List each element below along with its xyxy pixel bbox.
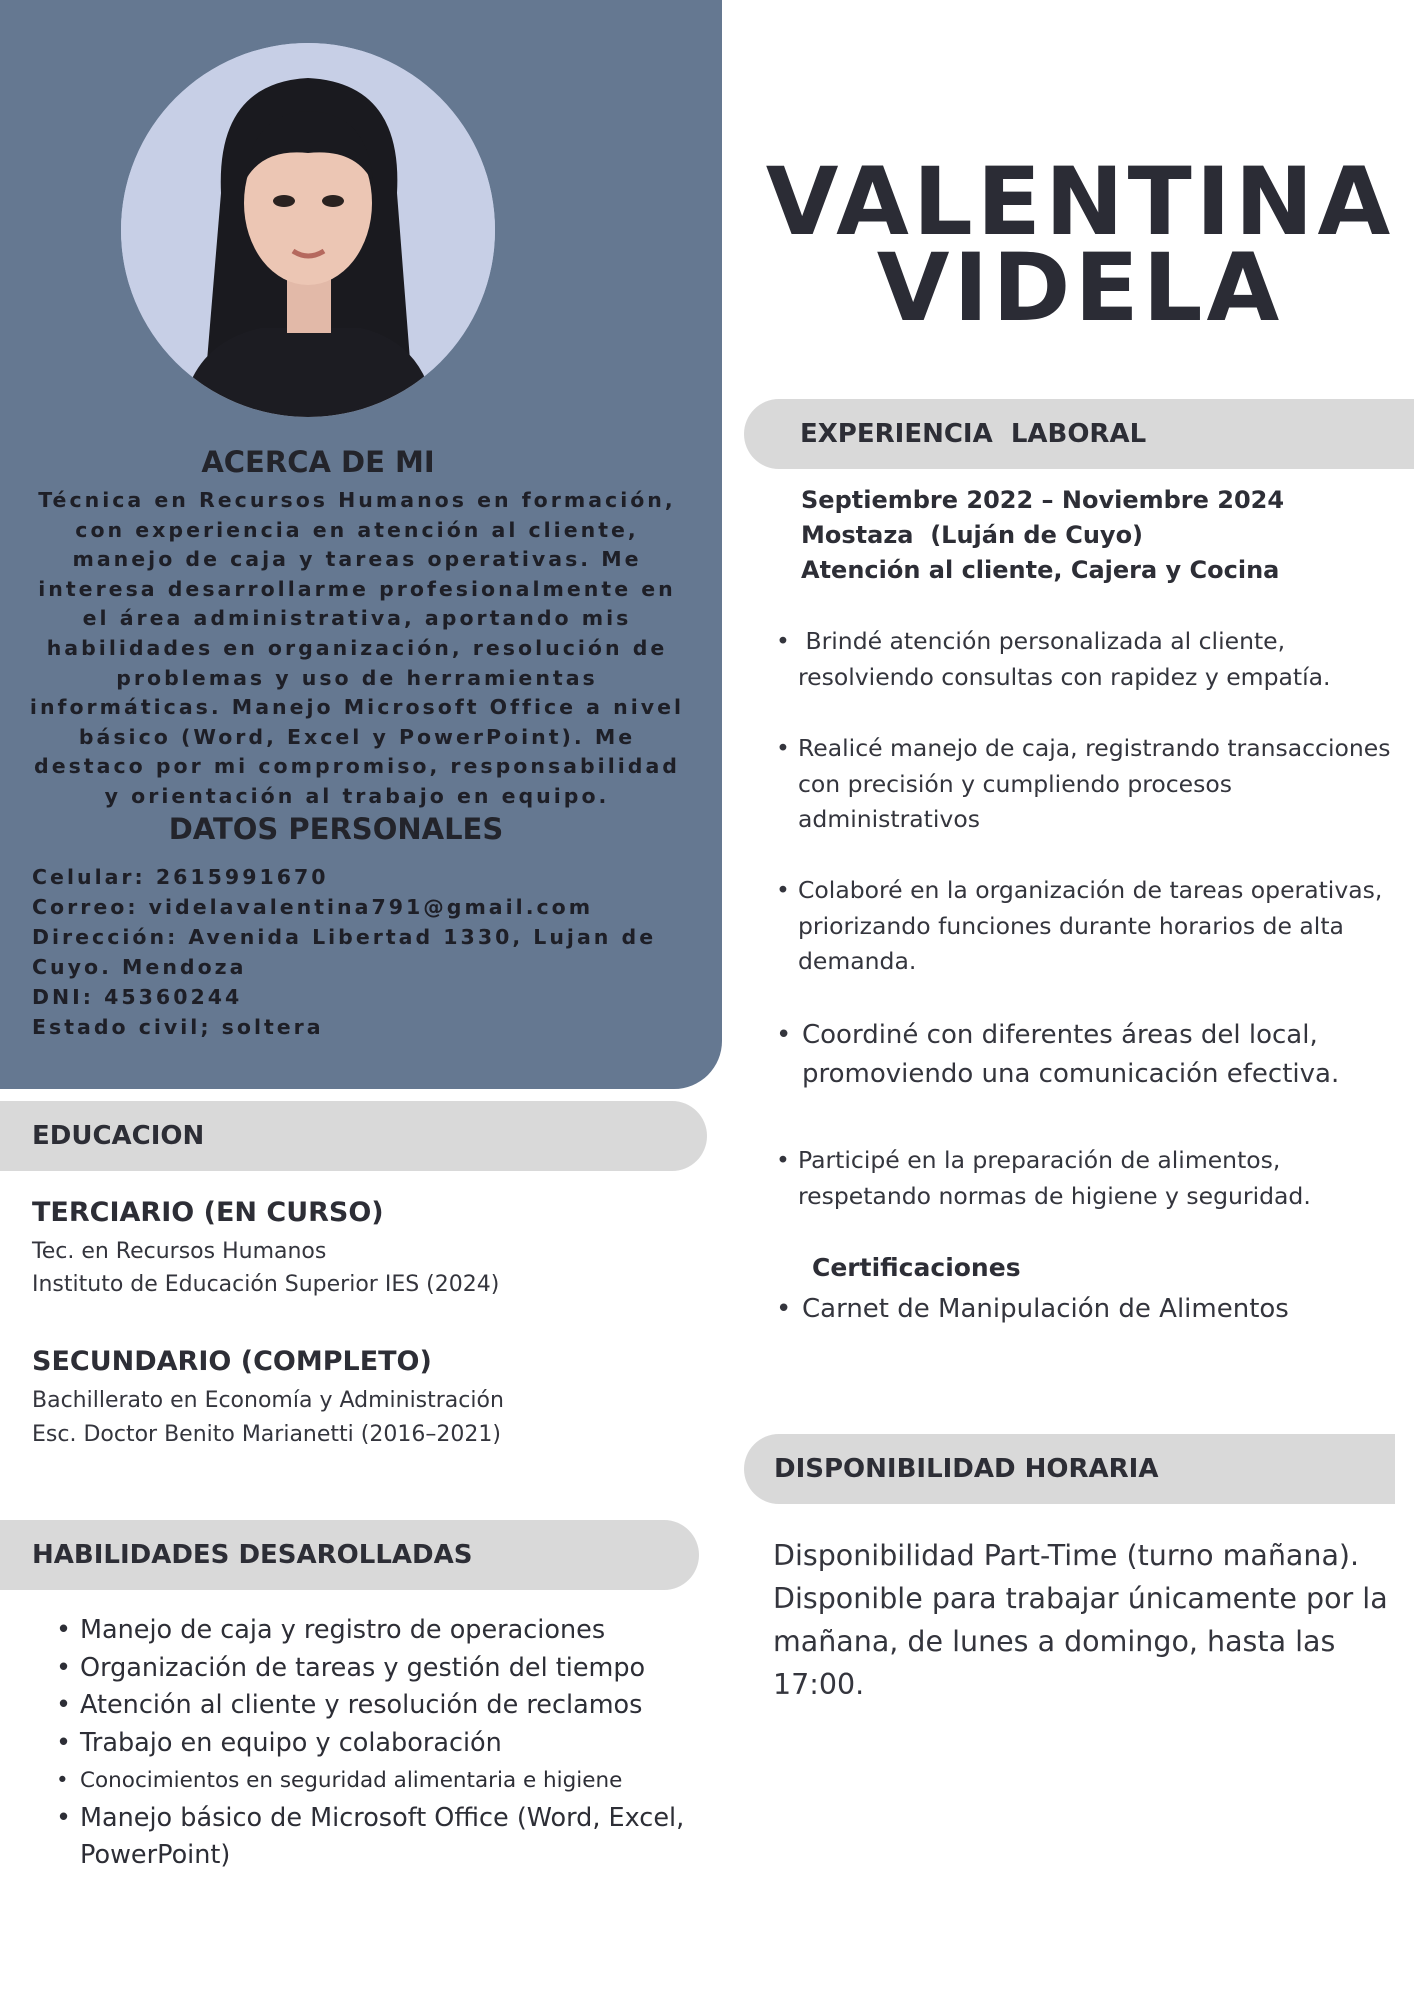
job-dates: Septiembre 2022 – Noviembre 2024 [801, 486, 1285, 514]
about-text: Técnica en Recursos Humanos en formación, con experiencia en atención al cliente, manejo de caja y tareas operativas. Me interesa desarrollarme profesionalmente en el área administrativa, aportando mis habilidades en organización, resolución de problemas y uso de herramientas informáticas. Manejo Microsoft Office a nivel básico (Word, Excel y PowerPoint). Me destaco por mi compromiso, responsabilidad y orientación al trabajo en equipo. [29, 488, 685, 808]
address-line-1: Dirección: Avenida Libertad 1330, Lujan de [32, 925, 657, 949]
experience-heading: EXPERIENCIA LABORAL [800, 419, 1147, 449]
job-company: Mostaza (Luján de Cuyo) [801, 521, 1144, 549]
education-line: Bachillerato en Economía y Administración [32, 1388, 504, 1413]
certification-item: • Carnet de Manipulación de Alimentos [776, 1290, 1406, 1329]
bullet-icon: • [776, 1294, 792, 1324]
education-line: Tec. en Recursos Humanos [32, 1239, 327, 1264]
personal-data-heading: DATOS PERSONALES [168, 812, 504, 846]
dni: DNI: 45360244 [32, 985, 243, 1009]
skill-item: • Atención al cliente y resolución de reclamos [52, 1687, 692, 1725]
email: Correo: videlavalentina791@gmail.com [32, 895, 594, 919]
profile-photo [121, 43, 495, 417]
education-line: Instituto de Educación Superior IES (2024) [32, 1272, 500, 1297]
skills-heading: HABILIDADES DESAROLLADAS [32, 1540, 473, 1570]
address-line-2: Cuyo. Mendoza [32, 955, 247, 979]
experience-bullet: • Colaboré en la organización de tareas operativas, priorizando funciones durante horarios de alta demanda. [776, 873, 1406, 980]
last-name: VIDELA [876, 234, 1284, 343]
phone: Celular: 2615991670 [32, 865, 329, 889]
bullet-icon: • [776, 1146, 790, 1174]
skill-item: • Trabajo en equipo y colaboración [52, 1725, 692, 1763]
experience-bullet: • Coordiné con diferentes áreas del local, promoviendo una comunicación efectiva. [776, 1016, 1376, 1094]
skills-bar [0, 1520, 699, 1590]
availability-text: Disponibilidad Part-Time (turno mañana). Disponible para trabajar únicamente por la mañana, de lunes a domingo, hasta las 17:00. [773, 1539, 1388, 1701]
experience-bar [744, 399, 1414, 469]
bullet-icon: • [776, 627, 790, 655]
job-info [801, 483, 1401, 588]
education-heading: EDUCACION [32, 1121, 205, 1151]
education-title: TERCIARIO (EN CURSO) [32, 1197, 384, 1228]
bullet-icon: • [776, 1020, 792, 1050]
skill-item: • Organización de tareas y gestión del tiempo [52, 1650, 692, 1688]
personal-data-list [32, 862, 692, 1042]
skill-item: • Manejo de caja y registro de operaciones [52, 1612, 692, 1650]
skill-item: • Manejo básico de Microsoft Office (Word, Excel, PowerPoint) [52, 1800, 692, 1875]
civil-status: Estado civil; soltera [32, 1015, 324, 1039]
experience-bullet: • Brindé atención personalizada al cliente, resolviendo consultas con rapidez y empatía. [776, 624, 1406, 695]
bullet-icon: • [776, 876, 790, 904]
skill-item: • Conocimientos en seguridad alimentaria e higiene [52, 1762, 692, 1800]
experience-bullet: • Participé en la preparación de alimentos, respetando normas de higiene y seguridad. [776, 1143, 1406, 1214]
first-name: VALENTINA [765, 148, 1395, 257]
education-line: Esc. Doctor Benito Marianetti (2016–2021) [32, 1422, 501, 1447]
availability-bar [744, 1434, 1395, 1504]
bullet-icon: • [776, 734, 790, 762]
skills-list [52, 1612, 692, 1875]
education-bar [0, 1101, 707, 1171]
experience-bullet: • Realicé manejo de caja, registrando transacciones con precisión y cumpliendo procesos administrativos [776, 731, 1406, 838]
availability-heading: DISPONIBILIDAD HORARIA [774, 1454, 1159, 1484]
certifications-heading: Certificaciones [812, 1253, 1021, 1282]
education-title: SECUNDARIO (COMPLETO) [32, 1346, 432, 1377]
job-role: Atención al cliente, Cajera y Cocina [801, 556, 1280, 584]
about-heading: ACERCA DE MI [201, 445, 435, 479]
